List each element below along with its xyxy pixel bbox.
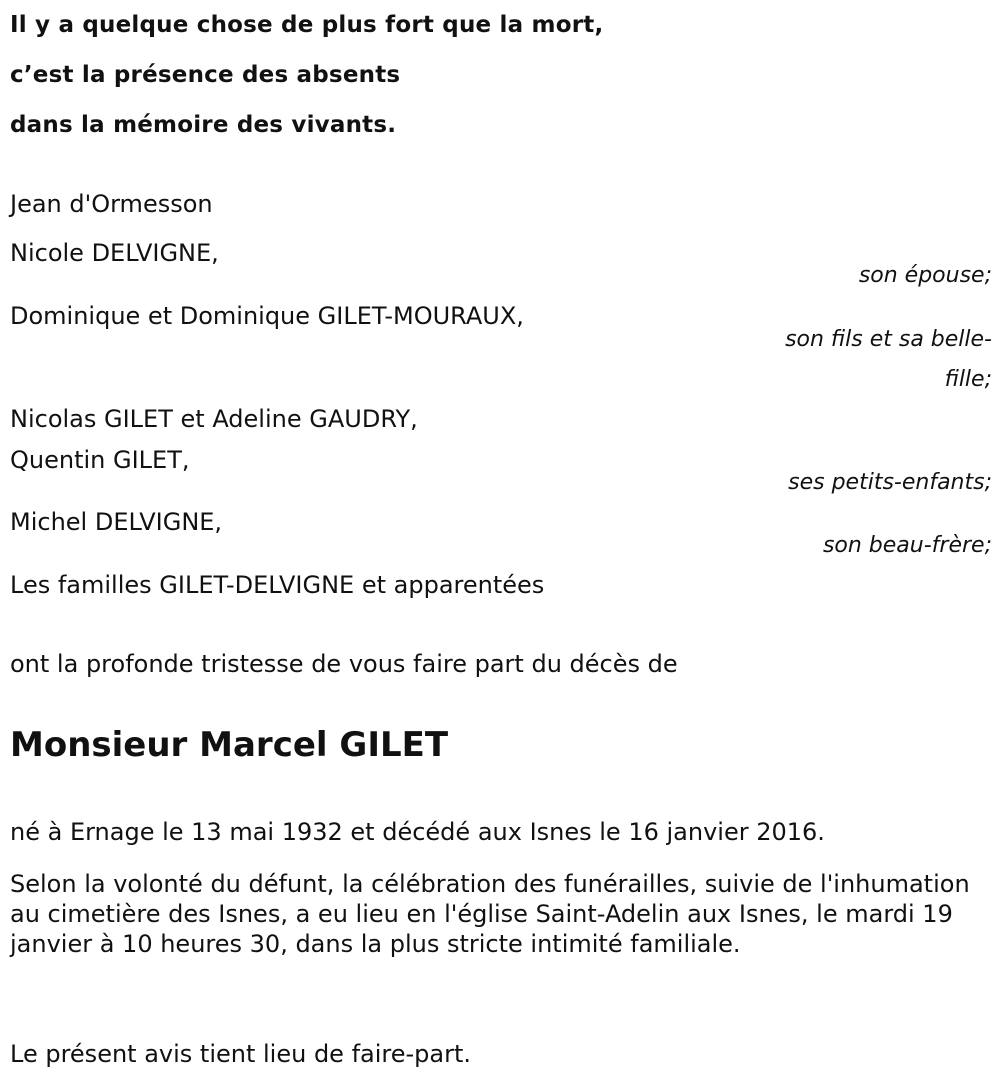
spouse-name: Nicole DELVIGNE,	[10, 239, 219, 267]
grandchild-name-2: Quentin GILET,	[10, 446, 190, 474]
quote-author: Jean d'Ormesson	[10, 190, 213, 218]
brother-in-law-name: Michel DELVIGNE,	[10, 508, 223, 536]
son-name: Dominique et Dominique GILET-MOURAUX,	[10, 302, 524, 330]
birth-death-text: né à Ernage le 13 mai 1932 et décédé aux Isnes le 16 janvier 2016.	[10, 818, 825, 846]
spouse-relation: son épouse;	[858, 263, 992, 288]
families-line: Les familles GILET-DELVIGNE et apparentées	[10, 571, 545, 599]
grandchild-name-1: Nicolas GILET et Adeline GAUDRY,	[10, 405, 418, 433]
deceased-name: Monsieur Marcel GILET	[10, 725, 449, 765]
quote-line-3: dans la mémoire des vivants.	[10, 112, 397, 138]
grandchildren-relation: ses petits-enfants;	[788, 470, 992, 495]
funeral-paragraph: Selon la volonté du défunt, la célébration des funérailles, suivie de l'inhumation au cimetière des Isnes, a eu lieu en l'église Saint-Adelin aux Isnes, le mardi 19 janvier à 10 heures 30, dans la plus stricte intimité familiale.	[10, 870, 970, 958]
closing-text: Le présent avis tient lieu de faire-part.	[10, 1040, 472, 1068]
quote-line-1: Il y a quelque chose de plus fort que la mort,	[10, 12, 604, 38]
son-relation-line-2: fille;	[944, 367, 992, 392]
son-relation-line-1: son fils et sa belle-	[785, 327, 992, 352]
quote-line-2: c’est la présence des absents	[10, 62, 401, 88]
announcement-text: ont la profonde tristesse de vous faire part du décès de	[10, 650, 678, 678]
brother-in-law-relation: son beau-frère;	[822, 533, 992, 558]
